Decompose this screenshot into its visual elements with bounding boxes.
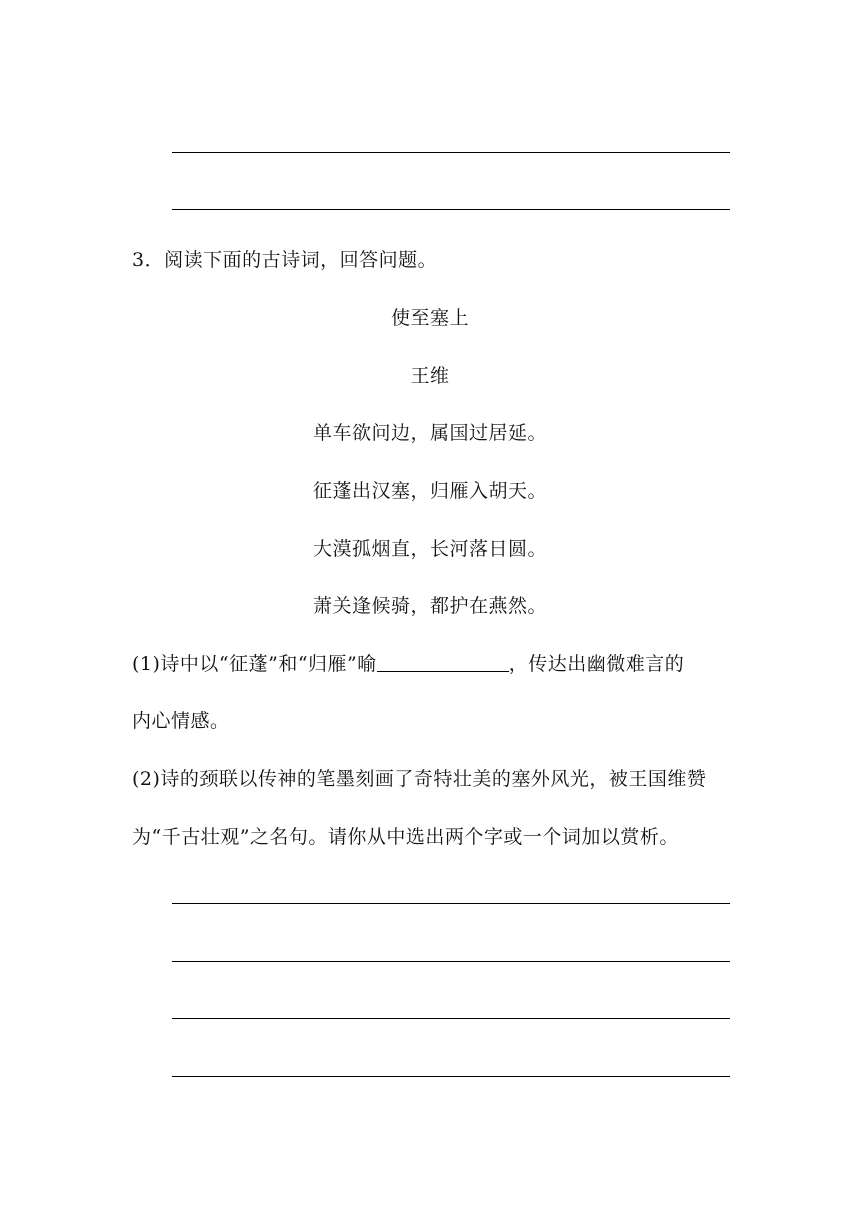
question-heading (132, 248, 437, 272)
sub-question-1 (132, 652, 684, 676)
answer-line[interactable] (172, 209, 730, 210)
answer-line[interactable] (172, 152, 730, 153)
answer-line[interactable] (172, 1076, 730, 1077)
sub-question-2-line-2: 为“千古壮观”之名句。请你从中选出两个字或一个词加以赏析。 (132, 826, 679, 848)
answer-line[interactable] (172, 903, 730, 904)
question-number: 3． (132, 249, 165, 271)
answer-line[interactable] (172, 1018, 730, 1019)
poem-line: 萧关逢候骑，都护在燕然。 (312, 595, 547, 617)
sub-question-1-continuation: 内心情感。 (132, 710, 230, 732)
sub-question-2-line-1: (2)诗的颈联以传神的笔墨刻画了奇特壮美的塞外风光，被王国维赞 (132, 768, 707, 790)
poem-author: 王维 (410, 365, 450, 387)
poem-line: 征蓬出汉塞，归雁入胡天。 (312, 480, 547, 502)
poem-line: 大漠孤烟直，长河落日圆。 (312, 538, 547, 560)
answer-line[interactable] (172, 961, 730, 962)
question-prompt: 阅读下面的古诗词，回答问题。 (164, 249, 438, 271)
fill-in-blank[interactable] (377, 653, 509, 672)
sub-question-1-text-b: ，传达出幽微难言的 (508, 653, 685, 675)
poem-line: 单车欲问边，属国过居延。 (312, 422, 547, 444)
poem-title: 使至塞上 (390, 307, 469, 329)
sub-question-1-text-a: (1)诗中以“征蓬”和“归雁”喻 (132, 653, 377, 675)
